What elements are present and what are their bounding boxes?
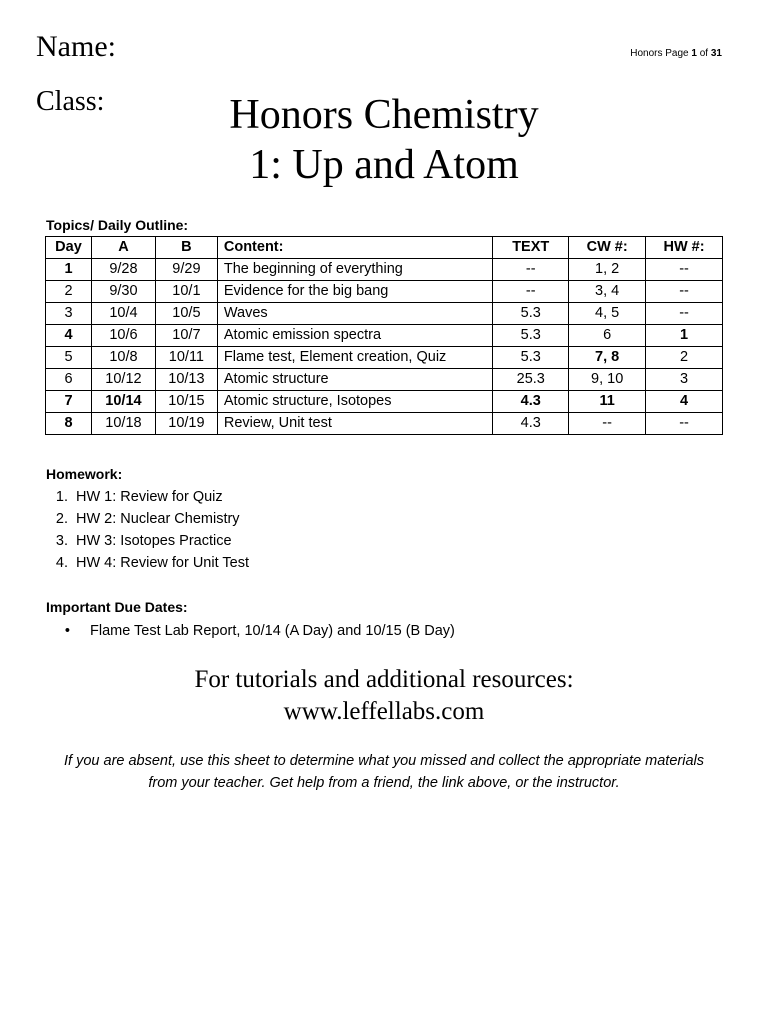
cell-hw: 3	[646, 369, 723, 391]
list-item	[46, 552, 249, 574]
cell-day: 4	[46, 325, 92, 347]
list-item-text: HW 1: Review for Quiz	[76, 489, 223, 505]
cell-text: 4.3	[493, 391, 569, 413]
list-item-number: 1.	[55, 489, 68, 505]
cell-cw: 6	[569, 325, 646, 347]
cell-a: 10/12	[91, 369, 155, 391]
cell-b: 10/19	[155, 413, 217, 435]
column-header-a: A	[91, 237, 155, 259]
page-indicator	[630, 48, 722, 59]
list-item-number: 2.	[55, 511, 68, 527]
cell-a: 9/30	[91, 281, 155, 303]
list-item	[46, 620, 455, 642]
table-row	[46, 281, 723, 303]
column-header-day: Day	[46, 237, 92, 259]
cell-a: 9/28	[91, 259, 155, 281]
due-dates-heading: Important Due Dates:	[46, 599, 188, 615]
title-line-2: 1: Up and Atom	[249, 142, 519, 188]
cell-content: Evidence for the big bang	[217, 281, 492, 303]
cell-hw: 1	[646, 325, 723, 347]
table-row	[46, 369, 723, 391]
cell-text: 25.3	[493, 369, 569, 391]
list-item-number: 4.	[55, 555, 68, 571]
table-row	[46, 303, 723, 325]
cell-day: 2	[46, 281, 92, 303]
cell-content: Atomic structure	[217, 369, 492, 391]
absent-note: If you are absent, use this sheet to determine what you missed and collect the appropriate materials from your teacher. Get help from a friend, the link above, or the instructor.	[64, 753, 704, 791]
class-label: Class:	[36, 86, 105, 117]
list-item	[46, 530, 249, 552]
column-header-text: TEXT	[493, 237, 569, 259]
list-item-text: Flame Test Lab Report, 10/14 (A Day) and 10/15 (B Day)	[90, 623, 455, 639]
cell-b: 9/29	[155, 259, 217, 281]
cell-cw: 11	[569, 391, 646, 413]
bullet-icon: •	[64, 623, 70, 639]
cell-cw: 1, 2	[569, 259, 646, 281]
table-row	[46, 259, 723, 281]
cell-day: 3	[46, 303, 92, 325]
table-row	[46, 347, 723, 369]
homework-list	[46, 486, 249, 574]
resources-text: For tutorials and additional resources:	[194, 666, 574, 693]
table-header-row	[46, 237, 723, 259]
cell-text: --	[493, 281, 569, 303]
cell-day: 7	[46, 391, 92, 413]
cell-cw: 4, 5	[569, 303, 646, 325]
homework-heading: Homework:	[46, 466, 123, 482]
schedule-table	[45, 236, 723, 435]
list-item-number: 3.	[55, 533, 68, 549]
list-item-text: HW 2: Nuclear Chemistry	[76, 511, 240, 527]
column-header-content: Content:	[217, 237, 492, 259]
due-dates-list	[46, 620, 455, 642]
cell-hw: --	[646, 281, 723, 303]
cell-b: 10/1	[155, 281, 217, 303]
cell-content: Waves	[217, 303, 492, 325]
cell-hw: --	[646, 259, 723, 281]
column-header-hw: HW #:	[646, 237, 723, 259]
cell-cw: 7, 8	[569, 347, 646, 369]
cell-hw: --	[646, 413, 723, 435]
list-item-text: HW 3: Isotopes Practice	[76, 533, 232, 549]
page-prefix: Honors Page	[630, 48, 692, 59]
list-item	[46, 508, 249, 530]
table-row	[46, 391, 723, 413]
cell-hw: 2	[646, 347, 723, 369]
column-header-b: B	[155, 237, 217, 259]
cell-text: 5.3	[493, 303, 569, 325]
column-header-cw: CW #:	[569, 237, 646, 259]
cell-cw: 3, 4	[569, 281, 646, 303]
cell-content: The beginning of everything	[217, 259, 492, 281]
page-current: 1	[691, 48, 697, 59]
cell-content: Flame test, Element creation, Quiz	[217, 347, 492, 369]
cell-content: Atomic emission spectra	[217, 325, 492, 347]
cell-b: 10/5	[155, 303, 217, 325]
list-item-text: HW 4: Review for Unit Test	[76, 555, 249, 571]
cell-day: 8	[46, 413, 92, 435]
list-item	[46, 486, 249, 508]
resources-block	[0, 664, 768, 728]
cell-a: 10/8	[91, 347, 155, 369]
cell-a: 10/18	[91, 413, 155, 435]
page-total: 31	[710, 48, 722, 59]
cell-a: 10/6	[91, 325, 155, 347]
cell-day: 6	[46, 369, 92, 391]
cell-a: 10/14	[91, 391, 155, 413]
cell-b: 10/7	[155, 325, 217, 347]
cell-cw: 9, 10	[569, 369, 646, 391]
cell-a: 10/4	[91, 303, 155, 325]
table-row	[46, 325, 723, 347]
cell-cw: --	[569, 413, 646, 435]
cell-text: 4.3	[493, 413, 569, 435]
cell-text: 5.3	[493, 325, 569, 347]
cell-text: --	[493, 259, 569, 281]
cell-content: Atomic structure, Isotopes	[217, 391, 492, 413]
cell-b: 10/13	[155, 369, 217, 391]
document-title	[0, 90, 768, 190]
cell-hw: --	[646, 303, 723, 325]
cell-day: 1	[46, 259, 92, 281]
cell-day: 5	[46, 347, 92, 369]
title-line-1: Honors Chemistry	[229, 92, 539, 138]
cell-text: 5.3	[493, 347, 569, 369]
cell-b: 10/15	[155, 391, 217, 413]
table-row	[46, 413, 723, 435]
cell-hw: 4	[646, 391, 723, 413]
cell-b: 10/11	[155, 347, 217, 369]
name-label: Name:	[36, 30, 116, 63]
resources-link[interactable]: www.leffellabs.com	[283, 698, 485, 725]
cell-content: Review, Unit test	[217, 413, 492, 435]
page-of: of	[696, 48, 711, 59]
topics-heading: Topics/ Daily Outline:	[46, 217, 189, 233]
